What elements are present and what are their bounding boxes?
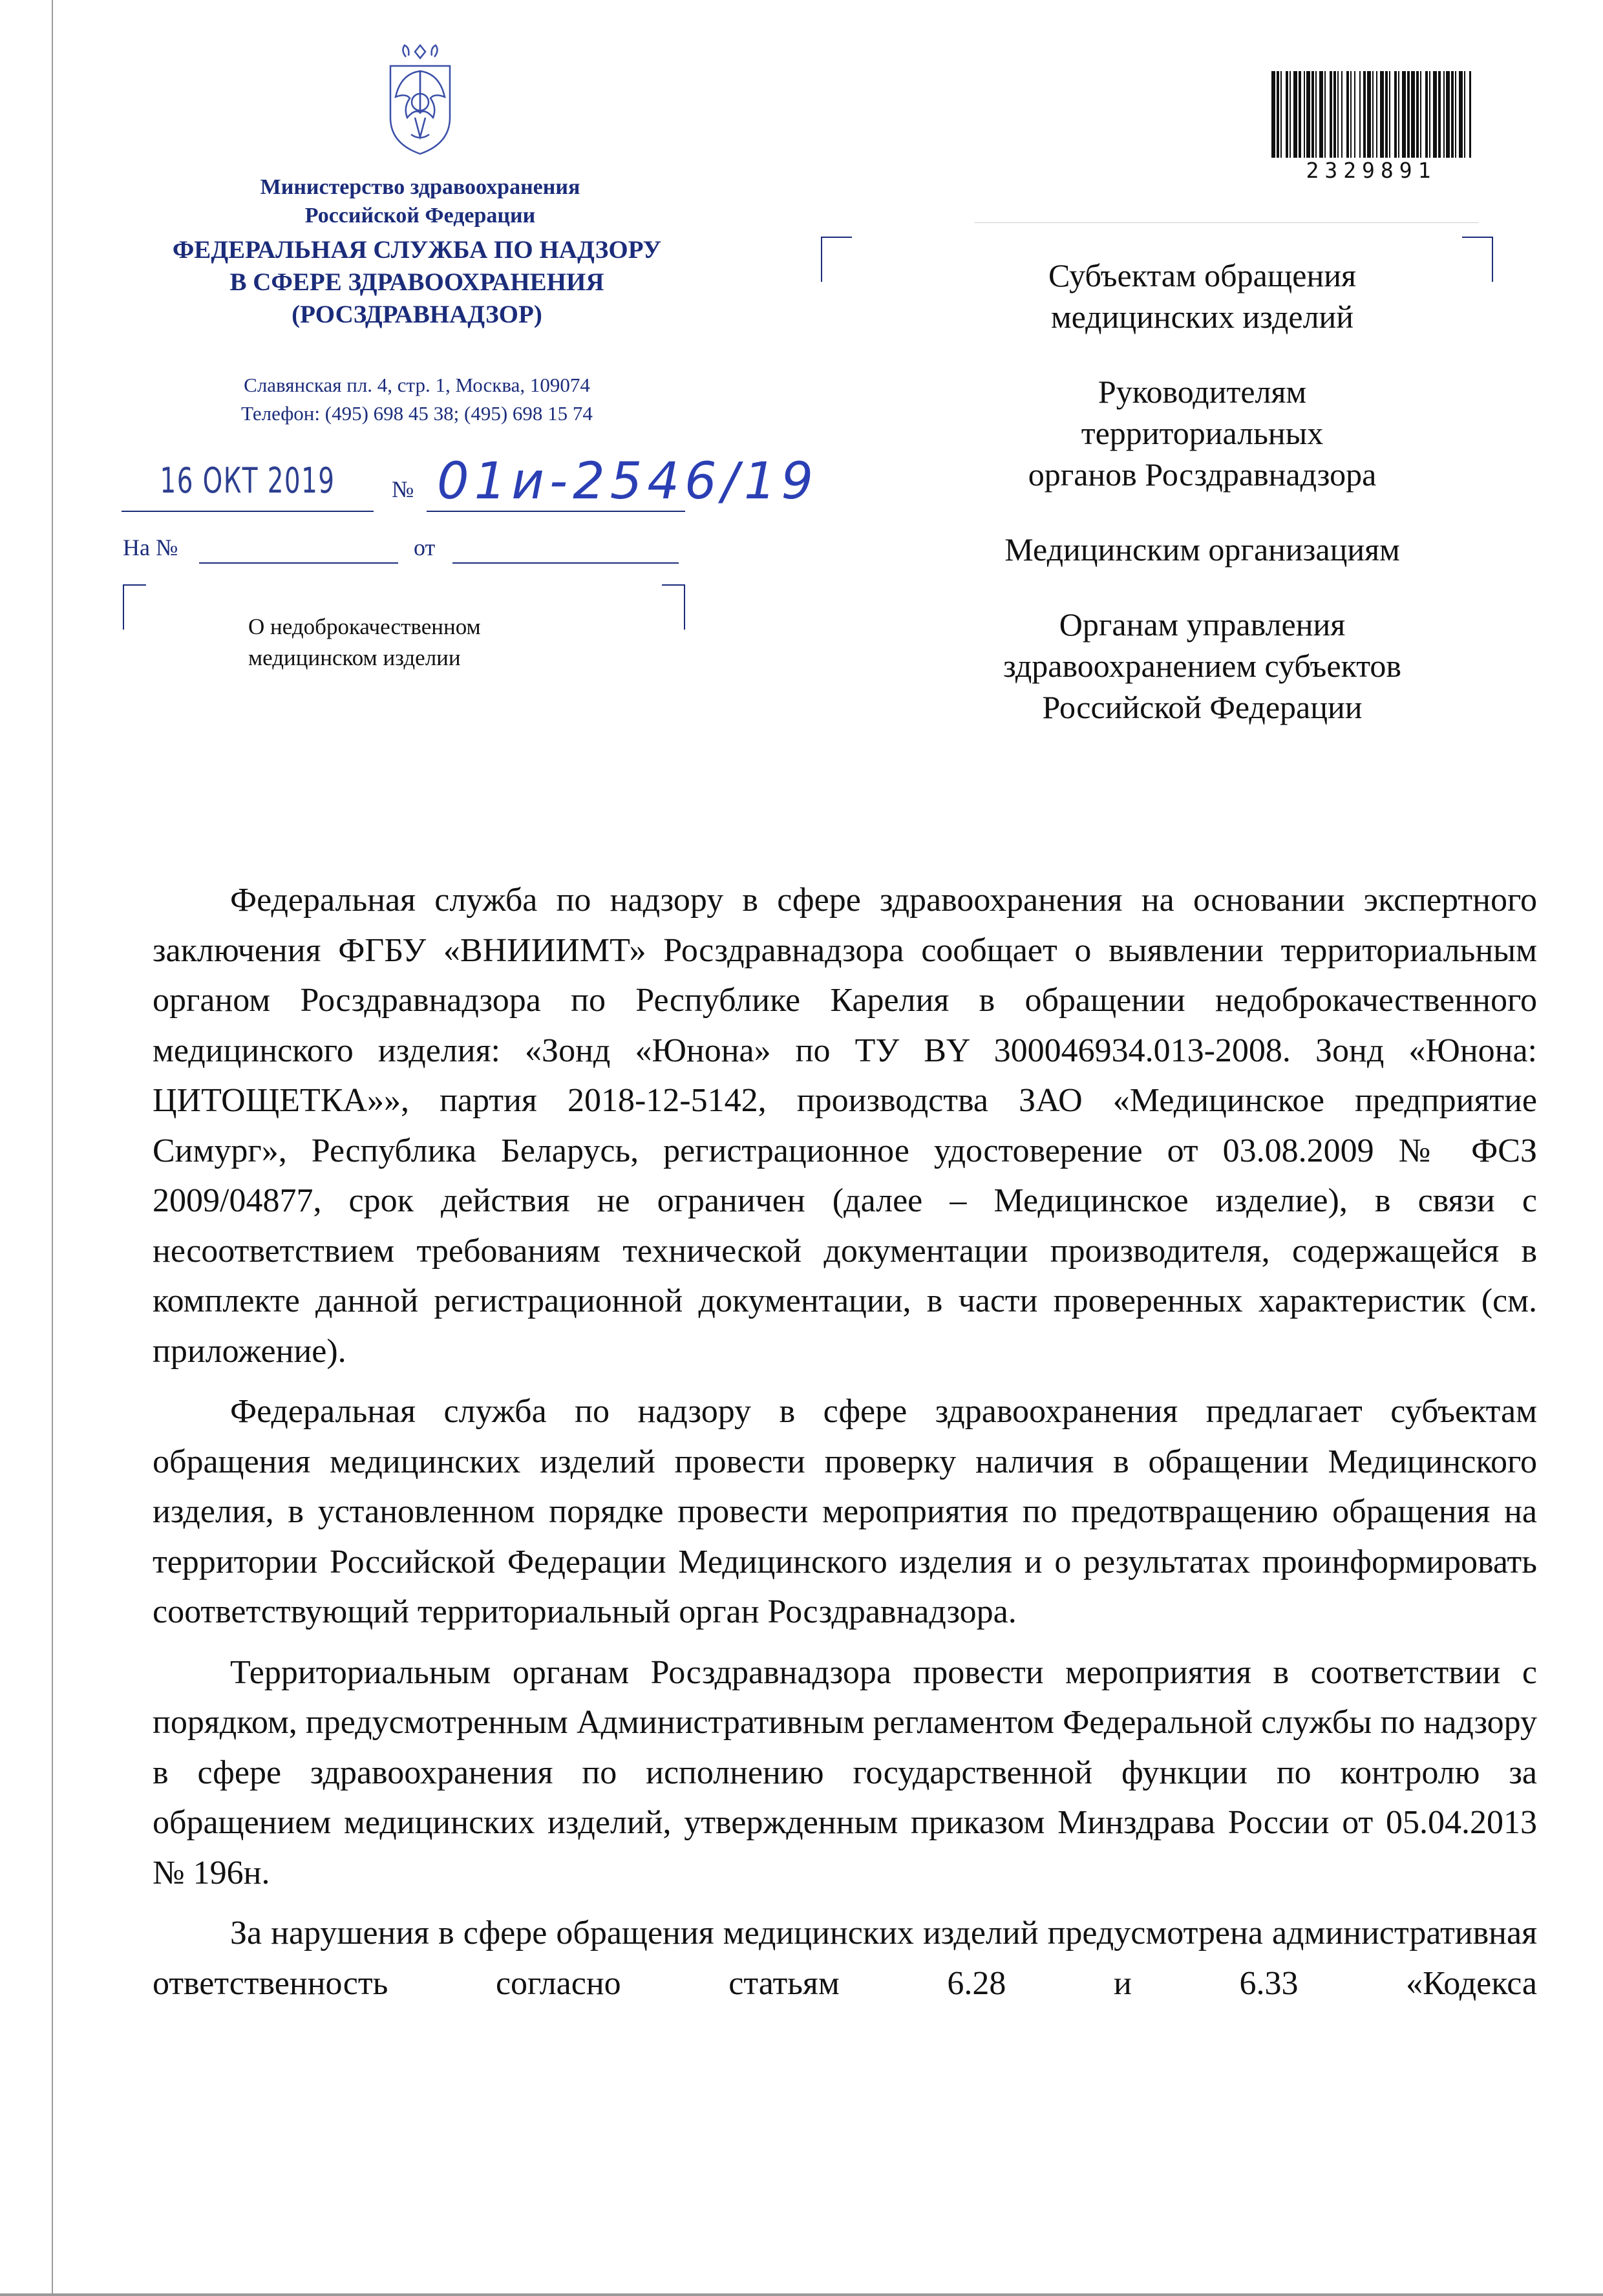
- number-label: №: [392, 476, 414, 502]
- barcode-bar: [1464, 71, 1465, 158]
- barcode-bar: [1333, 71, 1336, 158]
- barcode-bar: [1438, 71, 1441, 158]
- service-line: ФЕДЕРАЛЬНАЯ СЛУЖБА ПО НАДЗОРУ: [172, 236, 662, 264]
- address-line: Славянская пл. 4, стр. 1, Москва, 109074: [244, 374, 590, 396]
- barcode-bar: [1451, 71, 1454, 158]
- addressee-group: [879, 529, 1525, 570]
- ministry-name: [123, 173, 717, 230]
- service-name: [103, 234, 730, 331]
- barcode-bar: [1394, 71, 1397, 158]
- barcode-bar: [1299, 71, 1301, 158]
- date-stamp: 16 ОКТ 2019: [160, 460, 335, 501]
- addressee-group: [879, 604, 1525, 728]
- ministry-line: Министерство здравоохранения: [260, 175, 580, 199]
- addressee-line: Медицинским организациям: [1004, 531, 1400, 568]
- barcode-bar: [1443, 71, 1445, 158]
- addressee-line: Субъектам обращения: [1048, 257, 1356, 293]
- from-label: от: [414, 535, 436, 560]
- registration-number: 01и-2546/19: [437, 452, 819, 511]
- body-paragraph: Территориальным органам Росздравнадзора провести мероприятия в соответствии с порядком, предусмотренным Административным регламентом Федеральной службы по надзору в сфере здравоохранения по исполнению государственной функции по контролю за обращением медицинских изделий, утвержденным приказом Минздрава России от 05.04.2013 № 196н.: [153, 1653, 1537, 1891]
- barcode-bar: [1350, 71, 1352, 158]
- scan-edge-bottom: [0, 2293, 1603, 2296]
- barcode-bar: [1293, 71, 1297, 158]
- barcode-bar: [1315, 71, 1317, 158]
- barcode-bar: [1420, 71, 1421, 158]
- body-paragraph: Федеральная служба по надзору в сфере здравоохранения предлагает субъектам обращения медицинских изделий провести проверку наличия в обращении Медицинского изделия, в установленном порядке провести мероприятия по предотвращению обращения на территории Российской Федерации Медицинского изделия и о результатах проинформировать соответствующий территориальный орган Росздравнадзора.: [153, 1393, 1537, 1630]
- barcode-number: 2329891: [1306, 158, 1437, 183]
- barcode: [1271, 71, 1471, 158]
- service-line: В СФЕРЕ ЗДРАВООХРАНЕНИЯ: [229, 268, 604, 296]
- subject-line: О недоброкачественном: [248, 614, 481, 639]
- barcode-bar: [1433, 71, 1437, 158]
- addressee-line: здравоохранением субъектов: [1003, 648, 1402, 684]
- barcode-bar: [1286, 71, 1288, 158]
- addressee-group: [879, 371, 1525, 495]
- barcode-bar: [1376, 71, 1377, 158]
- addressee-line: медицинских изделий: [1050, 299, 1354, 335]
- barcode-bar: [1411, 71, 1415, 158]
- body-paragraph: За нарушения в сфере обращения медицинских изделий предусмотрена административная ответственность согласно статьям 6.28 и 6.33 «Кодекса: [153, 1915, 1537, 2002]
- body-paragraph: Федеральная служба по надзору в сфере здравоохранения на основании экспертного заключения ФГБУ «ВНИИИМТ» Росздравнадзора сообщает о выявлении территориальным органом Росздравнадзора по Республике Карелия в обращении недоброкачественного медицинского изделия: «Зонд «Юнона» по ТУ BY 300046934.013-2008. Зонд «Юнона: ЦИТОЩЕТКА»», партия 2018-12-5142, производства ЗАО «Медицинское предприятие Симург», Республика Беларусь, регистрационное удостоверение от 03.08.2009 № ФСЗ 2009/04877, срок действия не ограничен (далее – Медицинское изделие), в связи с несоответствием требованиям технической документации производителя, содержащейся в комплекте данной регистрационной документации, в части проверенных характеристик (см. приложение).: [153, 882, 1537, 1370]
- barcode-bar: [1337, 71, 1339, 158]
- barcode-bar: [1304, 71, 1305, 158]
- addressee-line: территориальных: [1081, 415, 1324, 451]
- service-line: (РОСЗДРАВНАДЗОР): [292, 301, 542, 328]
- sender-address: [103, 371, 730, 428]
- addressee-line: Органам управления: [1059, 606, 1346, 643]
- barcode-bar: [1446, 71, 1450, 158]
- barcode-bar: [1363, 71, 1366, 158]
- barcode-bar: [1319, 71, 1323, 158]
- barcode-bar: [1324, 71, 1326, 158]
- letter-body: [153, 875, 1537, 2019]
- barcode-bar: [1271, 71, 1275, 158]
- barcode-bar: [1407, 71, 1410, 158]
- barcode-bar: [1429, 71, 1430, 158]
- barcode-bar: [1402, 71, 1406, 158]
- barcode-bar: [1425, 71, 1428, 158]
- ministry-line: Российской Федерации: [304, 204, 536, 228]
- barcode-bar: [1306, 71, 1310, 158]
- barcode-bar: [1459, 71, 1463, 158]
- coat-of-arms-icon: [387, 40, 454, 155]
- barcode-bar: [1416, 71, 1419, 158]
- barcode-bar: [1354, 71, 1355, 158]
- barcode-bar: [1455, 71, 1456, 158]
- barcode-bar: [1385, 71, 1388, 158]
- subject: [248, 611, 481, 674]
- scan-edge-left: [52, 0, 53, 2296]
- from-field: [452, 562, 679, 564]
- barcode-bar: [1346, 71, 1349, 158]
- subject-corner-left: [123, 584, 146, 630]
- subject-corner-right: [662, 584, 685, 630]
- reply-to-label: На №: [123, 535, 178, 560]
- addressee-block: [879, 255, 1525, 761]
- barcode-bar: [1372, 71, 1374, 158]
- barcode-bar: [1330, 71, 1332, 158]
- number-underline: [427, 511, 685, 512]
- barcode-bar: [1469, 71, 1471, 158]
- barcode-bar: [1367, 71, 1371, 158]
- barcode-bar: [1398, 71, 1399, 158]
- barcode-bar: [1341, 71, 1343, 158]
- barcode-bar: [1389, 71, 1390, 158]
- barcode-bar: [1311, 71, 1314, 158]
- barcode-bar: [1290, 71, 1291, 158]
- phone-line: Телефон: (495) 698 45 38; (495) 698 15 74: [241, 402, 593, 425]
- addressee-corner-left: [821, 237, 852, 282]
- divider: [975, 222, 1479, 223]
- subject-line: медицинском изделии: [248, 645, 461, 670]
- addressee-line: органов Росздравнадзора: [1028, 456, 1377, 493]
- addressee-line: Руководителям: [1098, 374, 1307, 410]
- barcode-bar: [1280, 71, 1282, 158]
- reply-to-field: [199, 562, 398, 564]
- barcode-bar: [1359, 71, 1361, 158]
- addressee-group: [879, 255, 1525, 337]
- date-underline: [122, 511, 374, 512]
- barcode-bar: [1380, 71, 1384, 158]
- barcode-bar: [1277, 71, 1279, 158]
- addressee-line: Российской Федерации: [1042, 689, 1363, 725]
